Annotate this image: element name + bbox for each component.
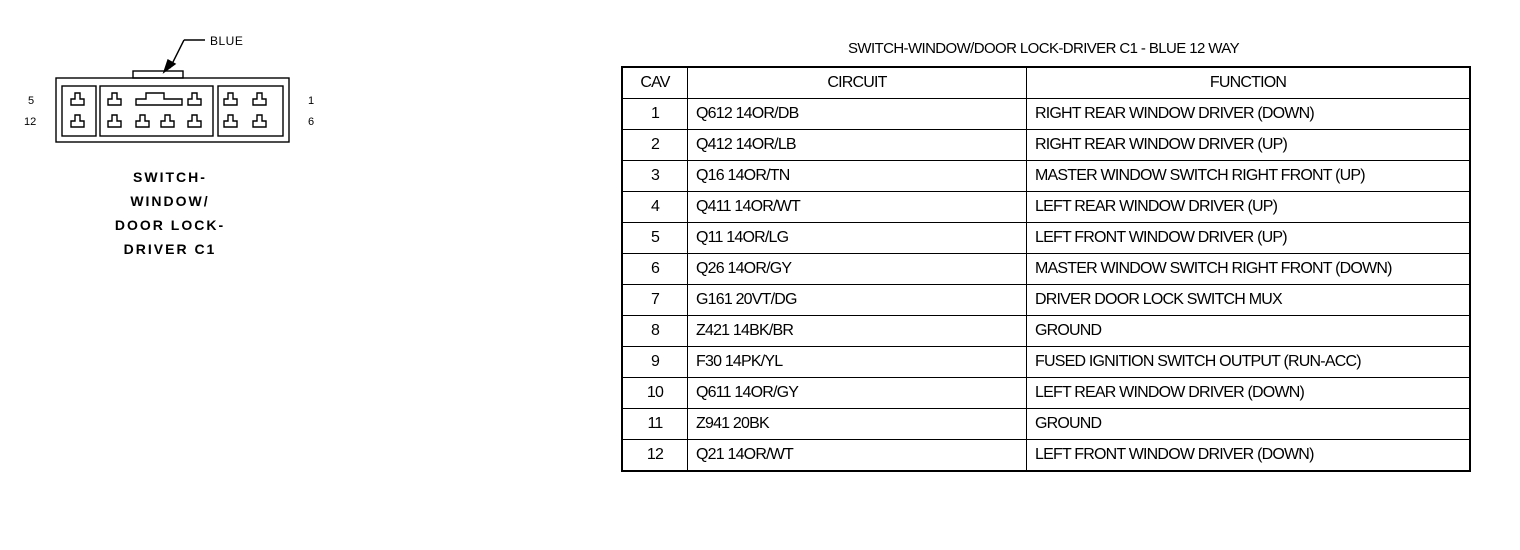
connector-name (95, 165, 245, 261)
circuit-cell: Q411 14OR/WT (688, 192, 1027, 223)
function-cell: LEFT FRONT WINDOW DRIVER (UP) (1027, 223, 1471, 254)
pin-label-bottom-left: 12 (24, 116, 37, 128)
terminal-cavity (224, 115, 237, 127)
cav-cell: 9 (622, 347, 688, 378)
cav-cell: 3 (622, 161, 688, 192)
table-row (622, 130, 1470, 161)
connector-face-drawing (0, 0, 600, 160)
function-cell: RIGHT REAR WINDOW DRIVER (UP) (1027, 130, 1471, 161)
table-title: SWITCH-WINDOW/DOOR LOCK-DRIVER C1 - BLUE 12 WAY (848, 40, 1239, 57)
pin-label-top-right: 1 (308, 95, 315, 107)
connector-lock-tab (133, 71, 183, 78)
cav-cell: 2 (622, 130, 688, 161)
cav-cell: 4 (622, 192, 688, 223)
table-row (622, 409, 1470, 440)
connector-housing (56, 78, 289, 142)
table-row (622, 440, 1470, 472)
function-cell: DRIVER DOOR LOCK SWITCH MUX (1027, 285, 1471, 316)
circuit-cell: Q11 14OR/LG (688, 223, 1027, 254)
table-row (622, 192, 1470, 223)
cav-cell: 10 (622, 378, 688, 409)
function-cell: RIGHT REAR WINDOW DRIVER (DOWN) (1027, 99, 1471, 130)
cav-cell: 1 (622, 99, 688, 130)
cav-cell: 12 (622, 440, 688, 472)
connector-color-label: BLUE (210, 34, 244, 48)
cav-cell: 7 (622, 285, 688, 316)
header-function: FUNCTION (1027, 67, 1471, 99)
function-cell: MASTER WINDOW SWITCH RIGHT FRONT (DOWN) (1027, 254, 1471, 285)
terminal-cavity (253, 115, 266, 127)
pin-label-top-left: 5 (28, 95, 35, 107)
terminal-cavity (71, 93, 84, 105)
table-header-row (622, 67, 1470, 99)
connector-name-line: WINDOW/ (130, 193, 210, 209)
function-cell: FUSED IGNITION SWITCH OUTPUT (RUN-ACC) (1027, 347, 1471, 378)
table-row (622, 161, 1470, 192)
table-row (622, 347, 1470, 378)
table-row (622, 99, 1470, 130)
cav-cell: 5 (622, 223, 688, 254)
circuit-cell: Z941 20BK (688, 409, 1027, 440)
function-cell: GROUND (1027, 316, 1471, 347)
function-cell: LEFT REAR WINDOW DRIVER (UP) (1027, 192, 1471, 223)
table-row (622, 316, 1470, 347)
function-cell: LEFT REAR WINDOW DRIVER (DOWN) (1027, 378, 1471, 409)
connector-name-line: DRIVER C1 (123, 241, 217, 257)
connector-name-line: DOOR LOCK- (114, 217, 226, 233)
table-row (622, 254, 1470, 285)
terminal-cavity-wide (136, 93, 182, 105)
table-row (622, 378, 1470, 409)
header-circuit: CIRCUIT (688, 67, 1027, 99)
connector-name-line: SWITCH- (133, 169, 207, 185)
circuit-cell: F30 14PK/YL (688, 347, 1027, 378)
function-cell: GROUND (1027, 409, 1471, 440)
circuit-cell: Q26 14OR/GY (688, 254, 1027, 285)
cav-cell: 11 (622, 409, 688, 440)
circuit-cell: Q16 14OR/TN (688, 161, 1027, 192)
cav-cell: 8 (622, 316, 688, 347)
terminal-cavity (108, 93, 121, 105)
terminal-cavity (71, 115, 84, 127)
function-cell: MASTER WINDOW SWITCH RIGHT FRONT (UP) (1027, 161, 1471, 192)
header-cav: CAV (622, 67, 688, 99)
table-row (622, 223, 1470, 254)
terminal-cavity (161, 115, 174, 127)
circuit-cell: Z421 14BK/BR (688, 316, 1027, 347)
terminal-cavity (188, 115, 201, 127)
terminal-cavity (253, 93, 266, 105)
terminal-cavity (108, 115, 121, 127)
terminal-cavity (136, 115, 149, 127)
pin-label-bottom-right: 6 (308, 116, 315, 128)
pinout-table (621, 66, 1471, 472)
circuit-cell: Q611 14OR/GY (688, 378, 1027, 409)
circuit-cell: Q21 14OR/WT (688, 440, 1027, 472)
terminal-cavity (224, 93, 237, 105)
circuit-cell: Q612 14OR/DB (688, 99, 1027, 130)
circuit-cell: G161 20VT/DG (688, 285, 1027, 316)
function-cell: LEFT FRONT WINDOW DRIVER (DOWN) (1027, 440, 1471, 472)
circuit-cell: Q412 14OR/LB (688, 130, 1027, 161)
cav-cell: 6 (622, 254, 688, 285)
table-row (622, 285, 1470, 316)
terminal-cavity (188, 93, 201, 105)
